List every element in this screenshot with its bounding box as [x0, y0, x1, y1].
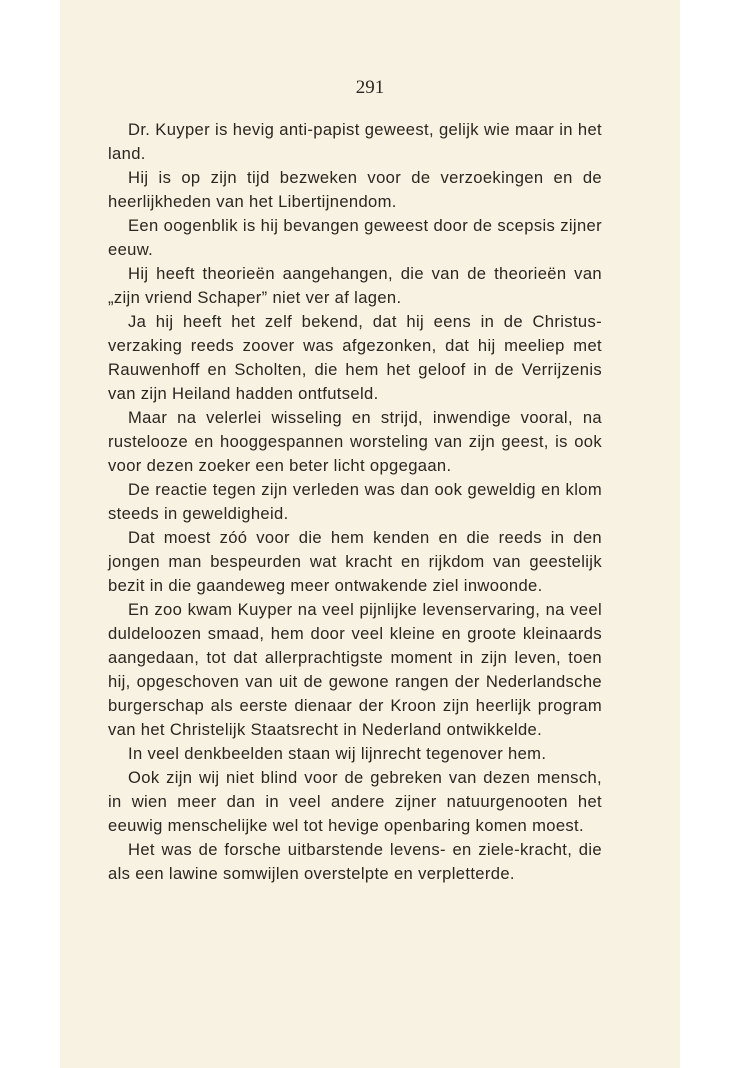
paragraph: In veel denkbeelden staan wij lijnrecht tegenover hem. — [128, 744, 547, 763]
page-number: 291 — [355, 77, 385, 98]
paragraph: Maar na velerlei wisseling en strijd, inwendige vooral, na rustelooze en hooggespannen worsteling van zijn geest, is ook voor dezen zoeker een beter licht opgegaan. — [108, 408, 602, 475]
paragraph: Ja hij heeft het zelf bekend, dat hij eens in de Christus-verzaking reeds zoover was afgezonken, dat hij meeliep met Rauwenhoff en Scholten, die hem het geloof in de Verrijzenis van zijn Heiland hadden ontfutseld. — [108, 312, 602, 403]
book-page — [60, 0, 680, 1068]
body-text — [108, 118, 602, 886]
paragraph: De reactie tegen zijn verleden was dan ook geweldig en klom steeds in geweldigheid. — [108, 480, 602, 523]
paragraph: Dr. Kuyper is hevig anti-papist geweest, gelijk wie maar in het land. — [108, 120, 602, 163]
paragraph: En zoo kwam Kuyper na veel pijnlijke levenservaring, na veel duldeloozen smaad, hem door veel kleine en groote kleinaards aangedaan, tot dat allerprachtigste moment in zijn leven, toen hij, opgeschoven van uit de gewone rangen der Nederlandsche burgerschap als eerste dienaar der Kroon zijn heerlijk program van het Christelijk Staatsrecht in Nederland ontwikkelde. — [108, 600, 602, 739]
paragraph: Dat moest zóó voor die hem kenden en die reeds in den jongen man bespeurden wat kracht en rijkdom van geestelijk bezit in die gaandeweg meer ontwakende ziel inwoonde. — [108, 528, 602, 595]
left-margin — [0, 0, 60, 1068]
paragraph: Een oogenblik is hij bevangen geweest door de scepsis zijner eeuw. — [108, 216, 602, 259]
right-margin — [680, 0, 738, 1068]
paragraph: Ook zijn wij niet blind voor de gebreken van dezen mensch, in wien meer dan in veel andere zijner natuurgenooten het eeuwig menschelijke wel tot hevige openbaring komen moest. — [108, 768, 602, 835]
paragraph: Hij is op zijn tijd bezweken voor de verzoekingen en de heerlijkheden van het Libertijnendom. — [108, 168, 602, 211]
paragraph: Het was de forsche uitbarstende levens- en ziele-kracht, die als een lawine somwijlen overstelpte en verpletterde. — [108, 840, 602, 883]
paragraph: Hij heeft theorieën aangehangen, die van de theorieën van „zijn vriend Schaper” niet ver af lagen. — [108, 264, 602, 307]
